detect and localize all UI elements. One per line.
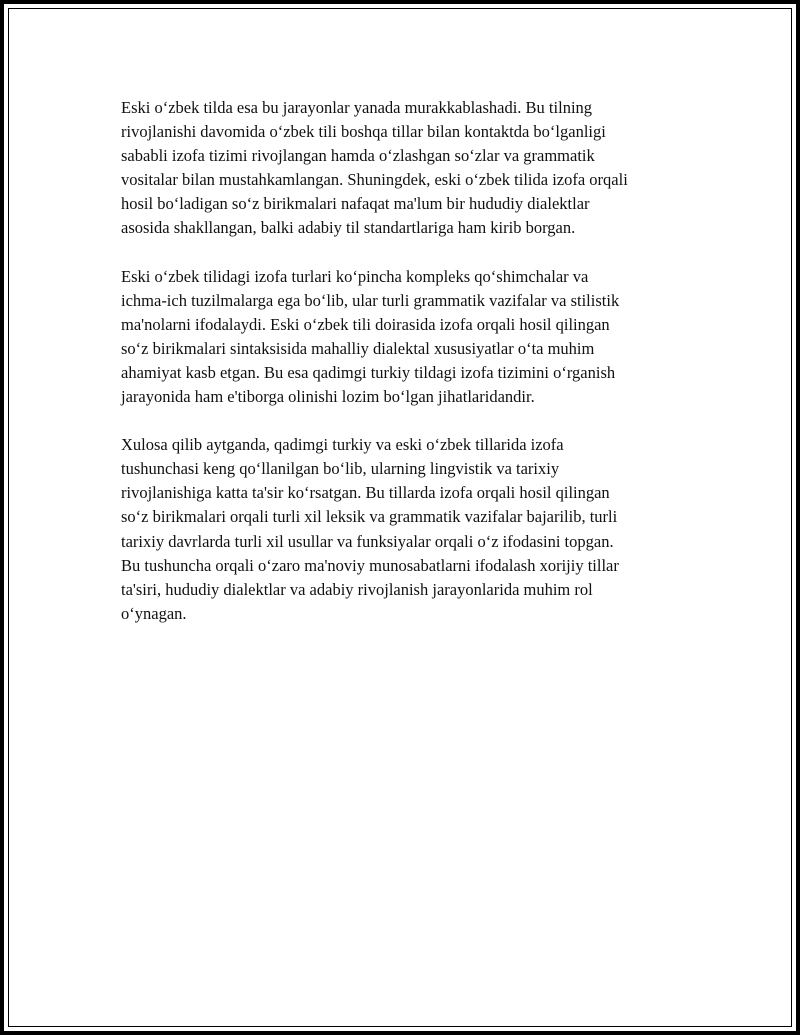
text-line: sababli izofa tizimi rivojlangan hamda oʻzlashgan soʻzlar va grammatik xyxy=(121,146,595,166)
paragraph-2 xyxy=(121,265,687,410)
text-line: tushunchasi keng qoʻllanilgan boʻlib, ularning lingvistik va tarixiy xyxy=(121,459,560,479)
document-body xyxy=(121,96,687,650)
text-line: ma'nolarni ifodalaydi. Eski oʻzbek tili doirasida izofa orqali hosil qilingan xyxy=(121,314,610,334)
text-line: ahamiyat kasb etgan. Bu esa qadimgi turkiy tildagi izofa tizimini oʻrganish xyxy=(121,362,616,382)
paragraph-1 xyxy=(121,96,687,241)
text-line: tarixiy davrlarda turli xil usullar va funksiyalar orqali oʻz ifodasini topgan. xyxy=(121,531,614,551)
text-line: ichma-ich tuzilmalarga ega boʻlib, ular turli grammatik vazifalar va stilistik xyxy=(121,290,620,310)
text-line: Eski oʻzbek tilda esa bu jarayonlar yanada murakkablashadi. Bu tilning xyxy=(121,98,593,117)
text-line: jarayonida ham e'tiborga olinishi lozim boʻlgan jihatlaridandir. xyxy=(121,387,535,407)
text-line: ta'siri, hududiy dialektlar va adabiy rivojlanish jarayonlarida muhim rol xyxy=(121,579,593,599)
paragraph-3 xyxy=(121,433,687,626)
text-line: rivojlanishi davomida oʻzbek tili boshqa tillar bilan kontaktda boʻlganligi xyxy=(121,122,606,142)
text-line: soʻz birikmalari orqali turli xil leksik va grammatik vazifalar bajarilib, turli xyxy=(121,507,618,527)
text-line: Bu tushuncha orqali oʻzaro ma'noviy munosabatlarni ifodalash xorijiy tillar xyxy=(121,555,619,575)
text-line: hosil boʻladigan soʻz birikmalari nafaqat ma'lum bir hududiy dialektlar xyxy=(121,194,590,214)
text-line: oʻynagan. xyxy=(121,603,187,623)
text-line: asosida shakllangan, balki adabiy til standartlariga ham kirib borgan. xyxy=(121,218,576,238)
text-line: vositalar bilan mustahkamlangan. Shuningdek, eski oʻzbek tilida izofa orqali xyxy=(121,170,628,190)
text-line: soʻz birikmalari sintaksisida mahalliy dialektal xususiyatlar oʻta muhim xyxy=(121,338,595,358)
text-line: rivojlanishiga katta ta'sir koʻrsatgan. Bu tillarda izofa orqali hosil qilingan xyxy=(121,483,610,503)
text-line: Eski oʻzbek tilidagi izofa turlari koʻpincha kompleks qoʻshimchalar va xyxy=(121,266,589,286)
text-line: Xulosa qilib aytganda, qadimgi turkiy va eski oʻzbek tillarida izofa xyxy=(121,435,564,455)
